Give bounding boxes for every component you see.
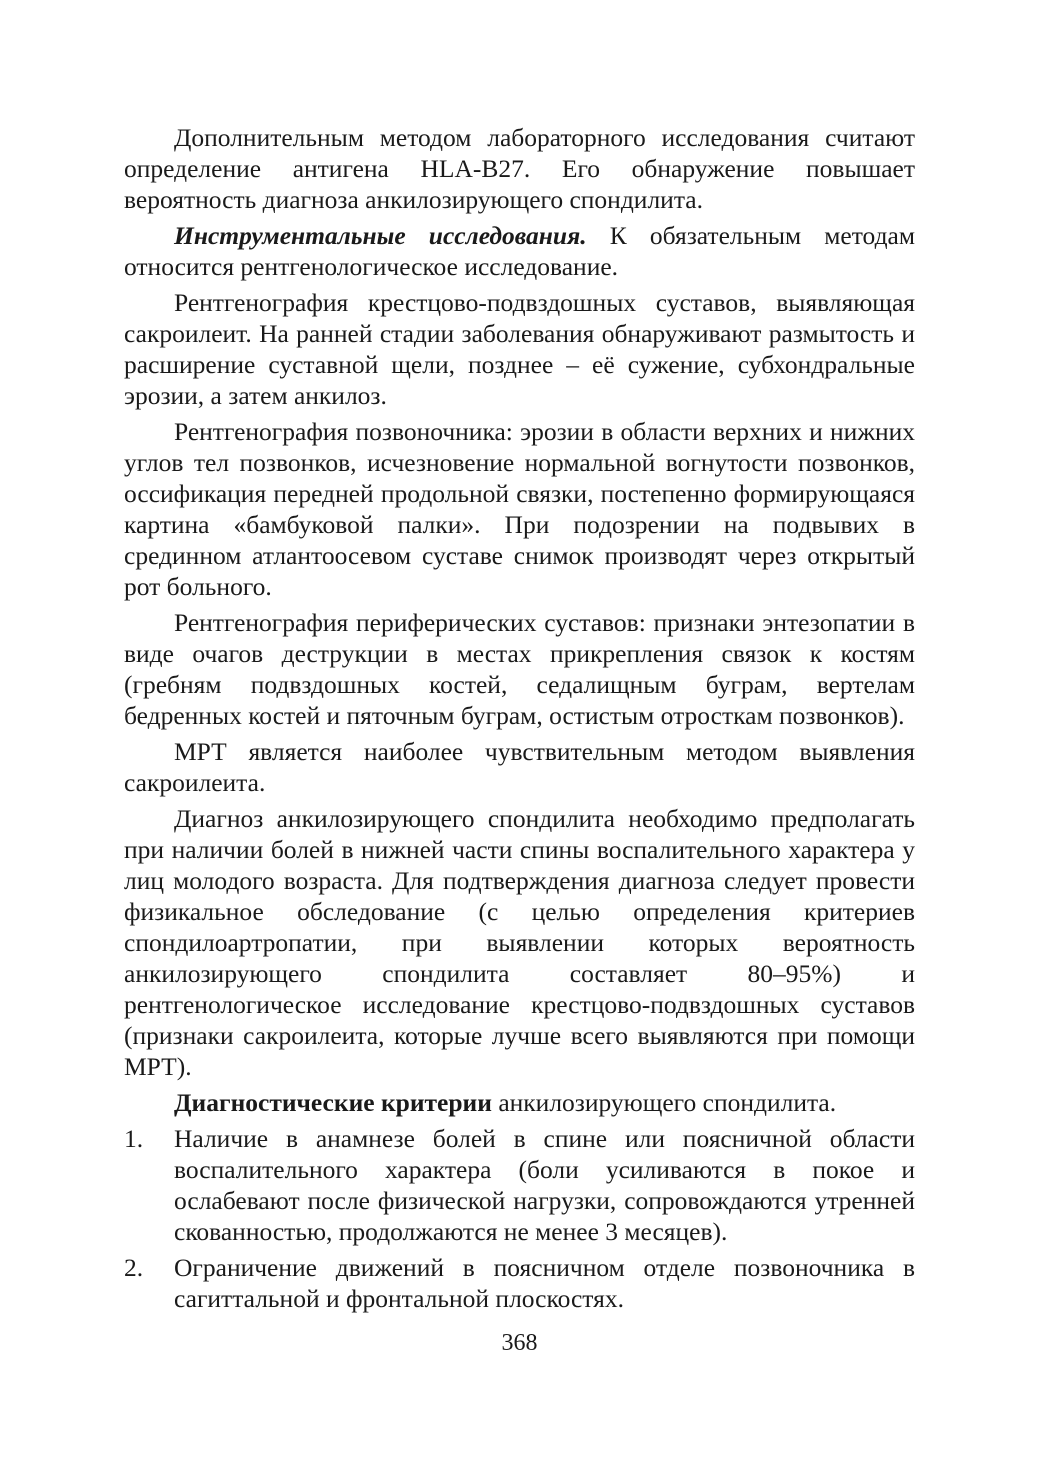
instrumental-heading: Инструментальные исследования. [174, 221, 587, 250]
list-item [124, 1123, 915, 1247]
paragraph-spine-xray: Рентгенография позвоночника: эрозии в области верхних и нижних углов тел позвонков, исчезновение нормальной вогнутости позвонков, оссификация передней продольной связки, постепенно формирующаяся картина «бамбуковой палки». При подозрении на подвывих в срединном атлантоосевом суставе снимок производят через открытый рот больного. [124, 417, 915, 601]
paragraph-mri: МРТ является наиболее чувствительным методом выявления сакроилеита. [124, 737, 915, 797]
paragraph-diagnosis: Диагноз анкилозирующего спондилита необходимо предполагать при наличии болей в нижней части спины воспалительного характера у лиц молодого возраста. Для подтверждения диагноза следует провести физикальное обследование (с целью определения критериев спондилоартропатии, при выявлении которых вероятность анкилозирующего спондилита составляет 80–95%) и рентгенологическое исследование крестцово-подвздошных суставов (признаки сакроилеита, которые лучше всего выявляются при помощи МРТ). [124, 804, 915, 1081]
criteria-heading: Диагностические критерии [174, 1088, 492, 1117]
paragraph-hla-b27: Дополнительным методом лабораторного исследования считают определение антигена HLA-B27. Его обнаружение повышает вероятность диагноза анкилозирующего спондилита. [124, 123, 915, 214]
criteria-heading-text: анкилозирующего спондилита. [491, 1088, 837, 1117]
paragraph-instrumental [124, 220, 915, 282]
list-item-text: Ограничение движений в поясничном отделе позвоночника в сагиттальной и фронтальной плоскостях. [174, 1253, 915, 1313]
list-item-number: 2. [124, 1253, 144, 1282]
paragraph-criteria-heading [124, 1087, 915, 1118]
list-item-text: Наличие в анамнезе болей в спине или поясничной области воспалительного характера (боли усиливаются в покое и ослабевают после физической нагрузки, сопровождаются утренней скованностью, продолжаются не менее 3 месяцев). [174, 1124, 915, 1246]
paragraph-peripheral-xray: Рентгенография периферических суставов: признаки энтезопатии в виде очагов деструкции в местах прикрепления связок к костям (гребням подвздошных костей, седалищным буграм, вертелам бедренных костей и пяточным буграм, остистым отросткам позвонков). [124, 608, 915, 730]
instrumental-text: К обязательным методам относится рентгенологическое исследование. [124, 221, 915, 281]
criteria-list [124, 1123, 915, 1314]
page-number: 368 [501, 1330, 538, 1356]
list-item [124, 1252, 915, 1314]
list-item-number: 1. [124, 1124, 144, 1153]
paragraph-sacroiliac-xray: Рентгенография крестцово-подвздошных суставов, выявляющая сакроилеит. На ранней стадии заболевания обнаруживают размытость и расширение суставной щели, позднее – её сужение, субхондральные эрозии, а затем анкилоз. [124, 288, 915, 410]
body-text [124, 122, 915, 1319]
